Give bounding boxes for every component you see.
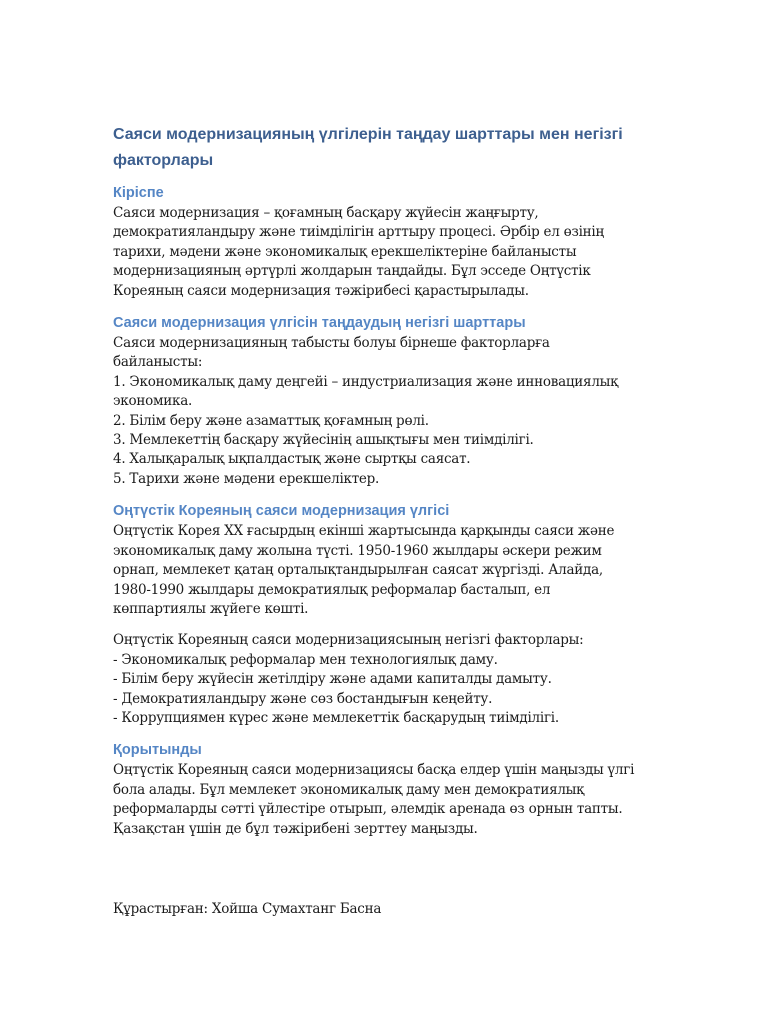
list-item: 1. Экономикалық даму деңгейі – индустриализация және инновациялық — [113, 373, 619, 390]
list-item: - Экономикалық реформалар мен технологиялық даму. — [113, 651, 498, 668]
list-item: экономика. — [113, 393, 193, 410]
text-line: Қазақстан үшін де бұл тәжірибені зерттеу маңызды. — [113, 820, 478, 837]
text-line: Оңтүстік Кореяның саяси модернизациясы басқа елдер үшін маңызды үлгі — [113, 762, 635, 779]
list-item: 5. Тарихи және мәдени ерекшеліктер. — [113, 470, 380, 487]
section-introduction — [113, 183, 673, 301]
section-paragraph — [113, 204, 673, 301]
section-paragraph — [113, 522, 673, 619]
section-heading: Қорытынды — [113, 742, 202, 759]
section-paragraph — [113, 334, 673, 489]
text-line: Саяси модернизацияның табысты болуы бірнеше факторларға — [113, 335, 550, 352]
text-line: орнап, мемлекет қатаң орталықтандырылған саясат жүргізді. Алайда, — [113, 562, 603, 579]
text-line: тарихи, мәдени және экономикалық ерекшеліктеріне байланысты — [113, 243, 577, 260]
text-line: демократияландыру және тиімділігін арттыру процесі. Әрбір ел өзінің — [113, 224, 604, 241]
list-item: 2. Білім беру және азаматтық қоғамның рөлі. — [113, 412, 429, 429]
text-line: 1980-1990 жылдары демократиялық реформалар басталып, ел — [113, 581, 551, 598]
section-heading: Саяси модернизация үлгісін таңдаудың негізгі шарттары — [113, 315, 526, 332]
text-line: бола алады. Бұл мемлекет экономикалық даму мен демократиялық — [113, 781, 585, 798]
list-item: - Коррупциямен күрес және мемлекеттік басқарудың тиімділігі. — [113, 709, 559, 726]
text-line: көппартиялы жүйеге көшті. — [113, 600, 309, 617]
text-line: реформаларды сәтті үйлестіре отырып, әлемдік аренада өз орнын тапты. — [113, 801, 623, 818]
author-line: Құрастырған: Хойша Сумахтанг Басна — [113, 901, 382, 917]
text-line: байланысты: — [113, 354, 203, 371]
title-line: факторлары — [113, 152, 214, 169]
text-line: Оңтүстік Корея XX ғасырдың екінші жартысында қарқынды саяси және — [113, 523, 615, 540]
text-line: Кореяның саяси модернизация тәжірибесі қарастырылады. — [113, 282, 529, 299]
section-conclusion — [113, 740, 673, 839]
text-line: модернизацияның әртүрлі жолдарын таңдайды. Бұл эсседе Оңтүстік — [113, 263, 591, 280]
text-line: экономикалық даму жолына түсті. 1950-1960 жылдары әскери режим — [113, 542, 602, 559]
text-line: Саяси модернизация – қоғамның басқару жүйесін жаңғырту, — [113, 205, 539, 221]
list-item: - Білім беру жүйесін жетілдіру және адами капиталды дамыту. — [113, 671, 552, 688]
title-line: Саяси модернизацияның үлгілерін таңдау шарттары мен негізгі — [113, 126, 623, 143]
list-item: 3. Мемлекеттің басқару жүйесінің ашықтығы мен тиімділігі. — [113, 432, 534, 449]
section-paragraph — [113, 761, 673, 839]
document-body — [113, 122, 673, 851]
list-item: 4. Халықаралық ықпалдастық және сыртқы саясат. — [113, 451, 471, 468]
section-conditions — [113, 313, 673, 489]
document-title — [113, 122, 673, 174]
section-paragraph — [113, 631, 673, 728]
section-heading: Кіріспе — [113, 185, 164, 201]
list-item: - Демократияландыру және сөз бостандығын кеңейту. — [113, 690, 493, 707]
section-heading: Оңтүстік Кореяның саяси модернизация үлгісі — [113, 503, 450, 520]
text-line: Оңтүстік Кореяның саяси модернизациясының негізгі факторлары: — [113, 632, 584, 649]
section-south-korea — [113, 501, 673, 728]
